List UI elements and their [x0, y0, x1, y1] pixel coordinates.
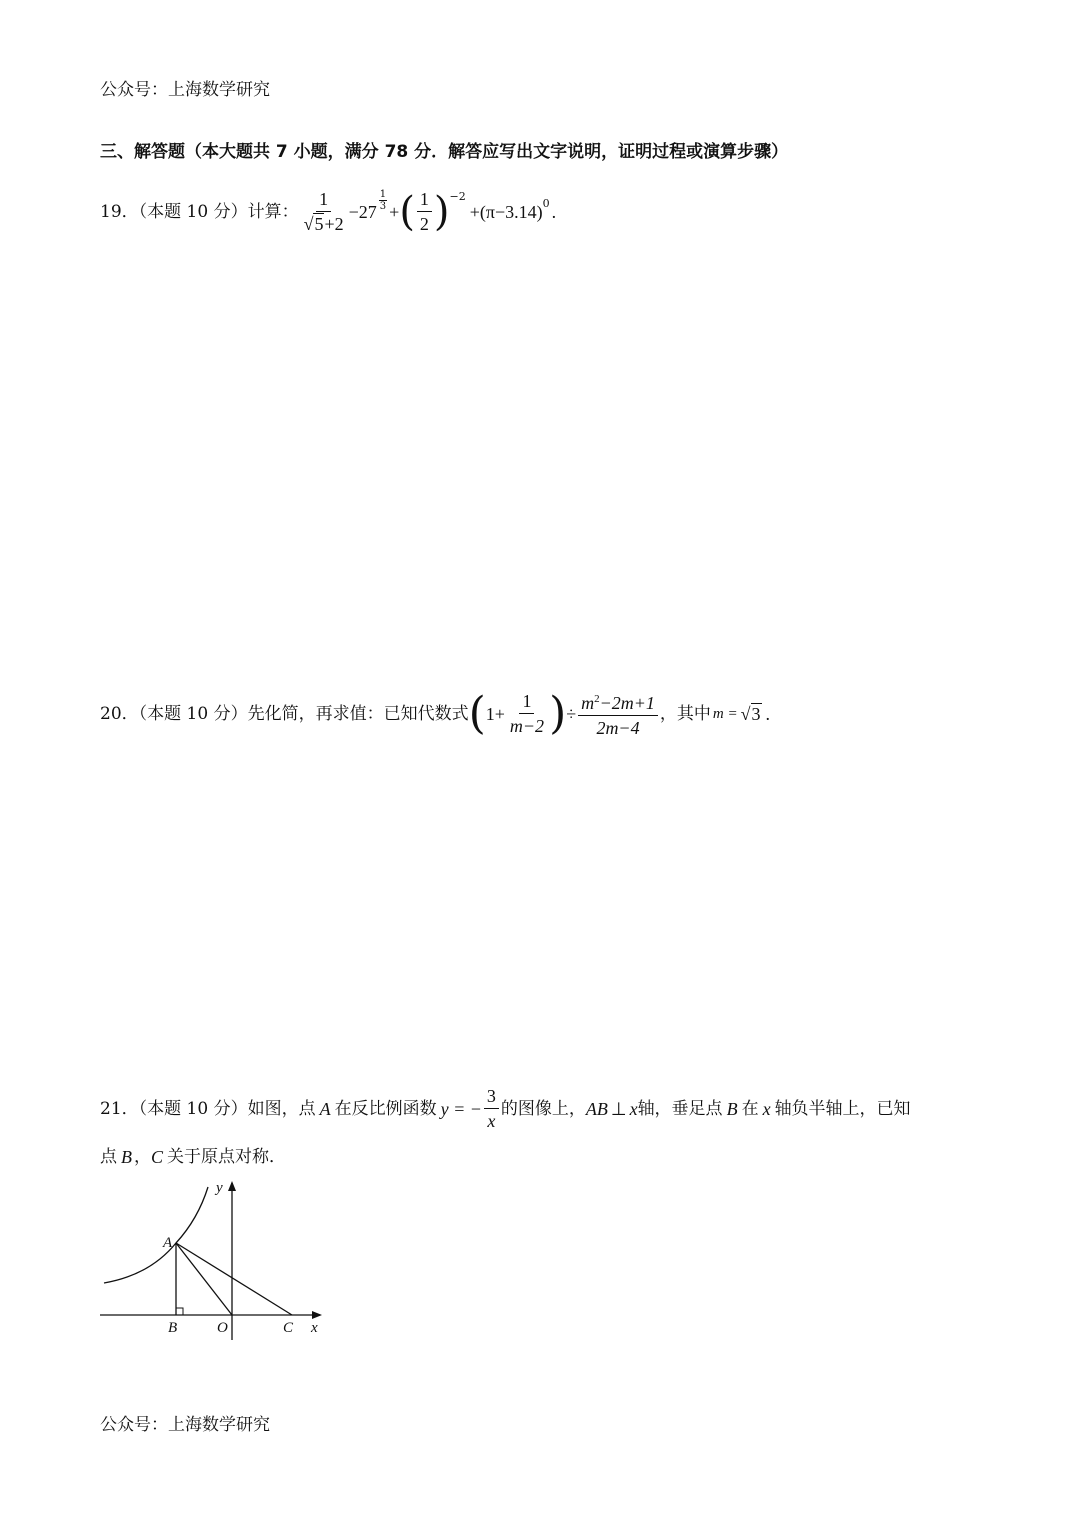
hyperbola-curve [104, 1187, 208, 1283]
q19-half [417, 188, 432, 235]
q19-fraction [301, 188, 347, 235]
q21-point-a: A [319, 1098, 331, 1119]
q21-text-e: 在 [741, 1098, 759, 1119]
label-b: B [168, 1320, 178, 1336]
q20-mid: ，其中 [659, 703, 711, 724]
q19-exp3: 0 [542, 196, 550, 210]
y-axis-arrow [228, 1181, 236, 1191]
q20-prefix: 20．（本题 10 分）先化简，再求值：已知代数式 [100, 703, 469, 724]
q21-perp: ⊥ [610, 1098, 627, 1119]
q19-sqrt-arg: 5 [314, 214, 324, 234]
label-c: C [283, 1320, 294, 1336]
q20-big-num: $m^2-2m+1$ [578, 688, 658, 716]
q20-inner-num: 1 [519, 690, 534, 714]
q21-y-eq: y = − [440, 1098, 482, 1119]
q19-exp-num: 1 [379, 189, 387, 200]
page-footer: 公众号：上海数学研究 [100, 1415, 270, 1435]
q19-plus1: + [389, 201, 400, 222]
q21-text-c: 的图像上， [500, 1098, 586, 1119]
q20-div: ÷ [566, 703, 577, 724]
q19-frac-num: 1 [316, 188, 331, 212]
question-19: 19．（本题 10 分）计算： $\frac{1}{√5+2}$ −27 $\frac{1}{3}$ + ( $\frac{1}{2}$ ) −2 + (π−3.14) 0 . [100, 188, 556, 235]
q20-inner-fraction [507, 690, 547, 737]
q21-line2-a: 点 [100, 1147, 117, 1167]
q20-big-den: 2m−4 [596, 718, 640, 738]
question-21-line1 [100, 1085, 911, 1132]
question-21-line2 [100, 1145, 286, 1169]
q19-prefix: 19．（本题 10 分）计算： [100, 201, 299, 222]
q21-point-b: B [726, 1098, 738, 1119]
q21-f-den: x [487, 1111, 496, 1131]
label-a: A [163, 1235, 173, 1251]
q19-half-num: 1 [417, 188, 432, 212]
label-o: O [217, 1320, 228, 1336]
q21-text-f: 轴负半轴上，已知 [774, 1098, 911, 1119]
q21-text-a: 21．（本题 10 分）如图，点 [100, 1098, 316, 1119]
q21-figure [90, 1175, 340, 1350]
q19-exp-den: 3 [379, 201, 387, 212]
q20-end: . [765, 703, 771, 724]
q19-frac-den: √5+2 [303, 214, 344, 234]
label-y: y [216, 1180, 223, 1196]
q20-m-eq: m = [712, 705, 738, 722]
q21-text-b: 在反比例函数 [334, 1098, 437, 1119]
segment-ao [176, 1243, 232, 1315]
q21-text-d: 轴，垂足点 [637, 1098, 723, 1119]
q19-plus2: + [469, 201, 480, 222]
q21-f-num: 3 [484, 1085, 499, 1109]
q19-term2: −27 [348, 201, 377, 222]
q21-ab: AB [585, 1098, 608, 1119]
section-title: 三、解答题（本大题共 7 小题，满分 78 分．解答应写出文字说明，证明过程或演算步骤） [100, 142, 789, 162]
right-angle-mark [176, 1308, 183, 1315]
q21-line2-b: ， [134, 1147, 151, 1167]
segment-ac [176, 1243, 292, 1315]
q19-half-den: 2 [419, 214, 429, 234]
q19-den-rest: +2 [324, 214, 344, 234]
q21-x2: x [762, 1098, 771, 1119]
x-axis-arrow [312, 1311, 322, 1319]
q21-line2-c: 关于原点对称． [167, 1147, 287, 1167]
q20-inner-den: m−2 [509, 716, 545, 736]
q21-point-b2: B [121, 1147, 132, 1167]
q20-one-plus: 1+ [485, 703, 505, 724]
page-header: 公众号：上海数学研究 [100, 80, 270, 100]
q19-end: . [551, 201, 557, 222]
question-20: 20．（本题 10 分）先化简，再求值：已知代数式 ( 1+ $\frac{1}{m-2}$ ) ÷ $\frac{m^2-2m+1}{2m-4}$ ，其中 m = √3 . [100, 687, 771, 739]
q19-pi-term: (π−3.14) [479, 201, 543, 222]
q21-fraction [484, 1085, 499, 1132]
q19-exponent [379, 189, 387, 212]
q20-big-fraction [578, 688, 658, 739]
q21-point-c: C [151, 1147, 164, 1167]
label-x: x [311, 1320, 318, 1336]
q20-sqrt: √3 [740, 703, 761, 724]
q19-exp2: −2 [449, 189, 466, 203]
q21-x1: x [629, 1098, 638, 1119]
